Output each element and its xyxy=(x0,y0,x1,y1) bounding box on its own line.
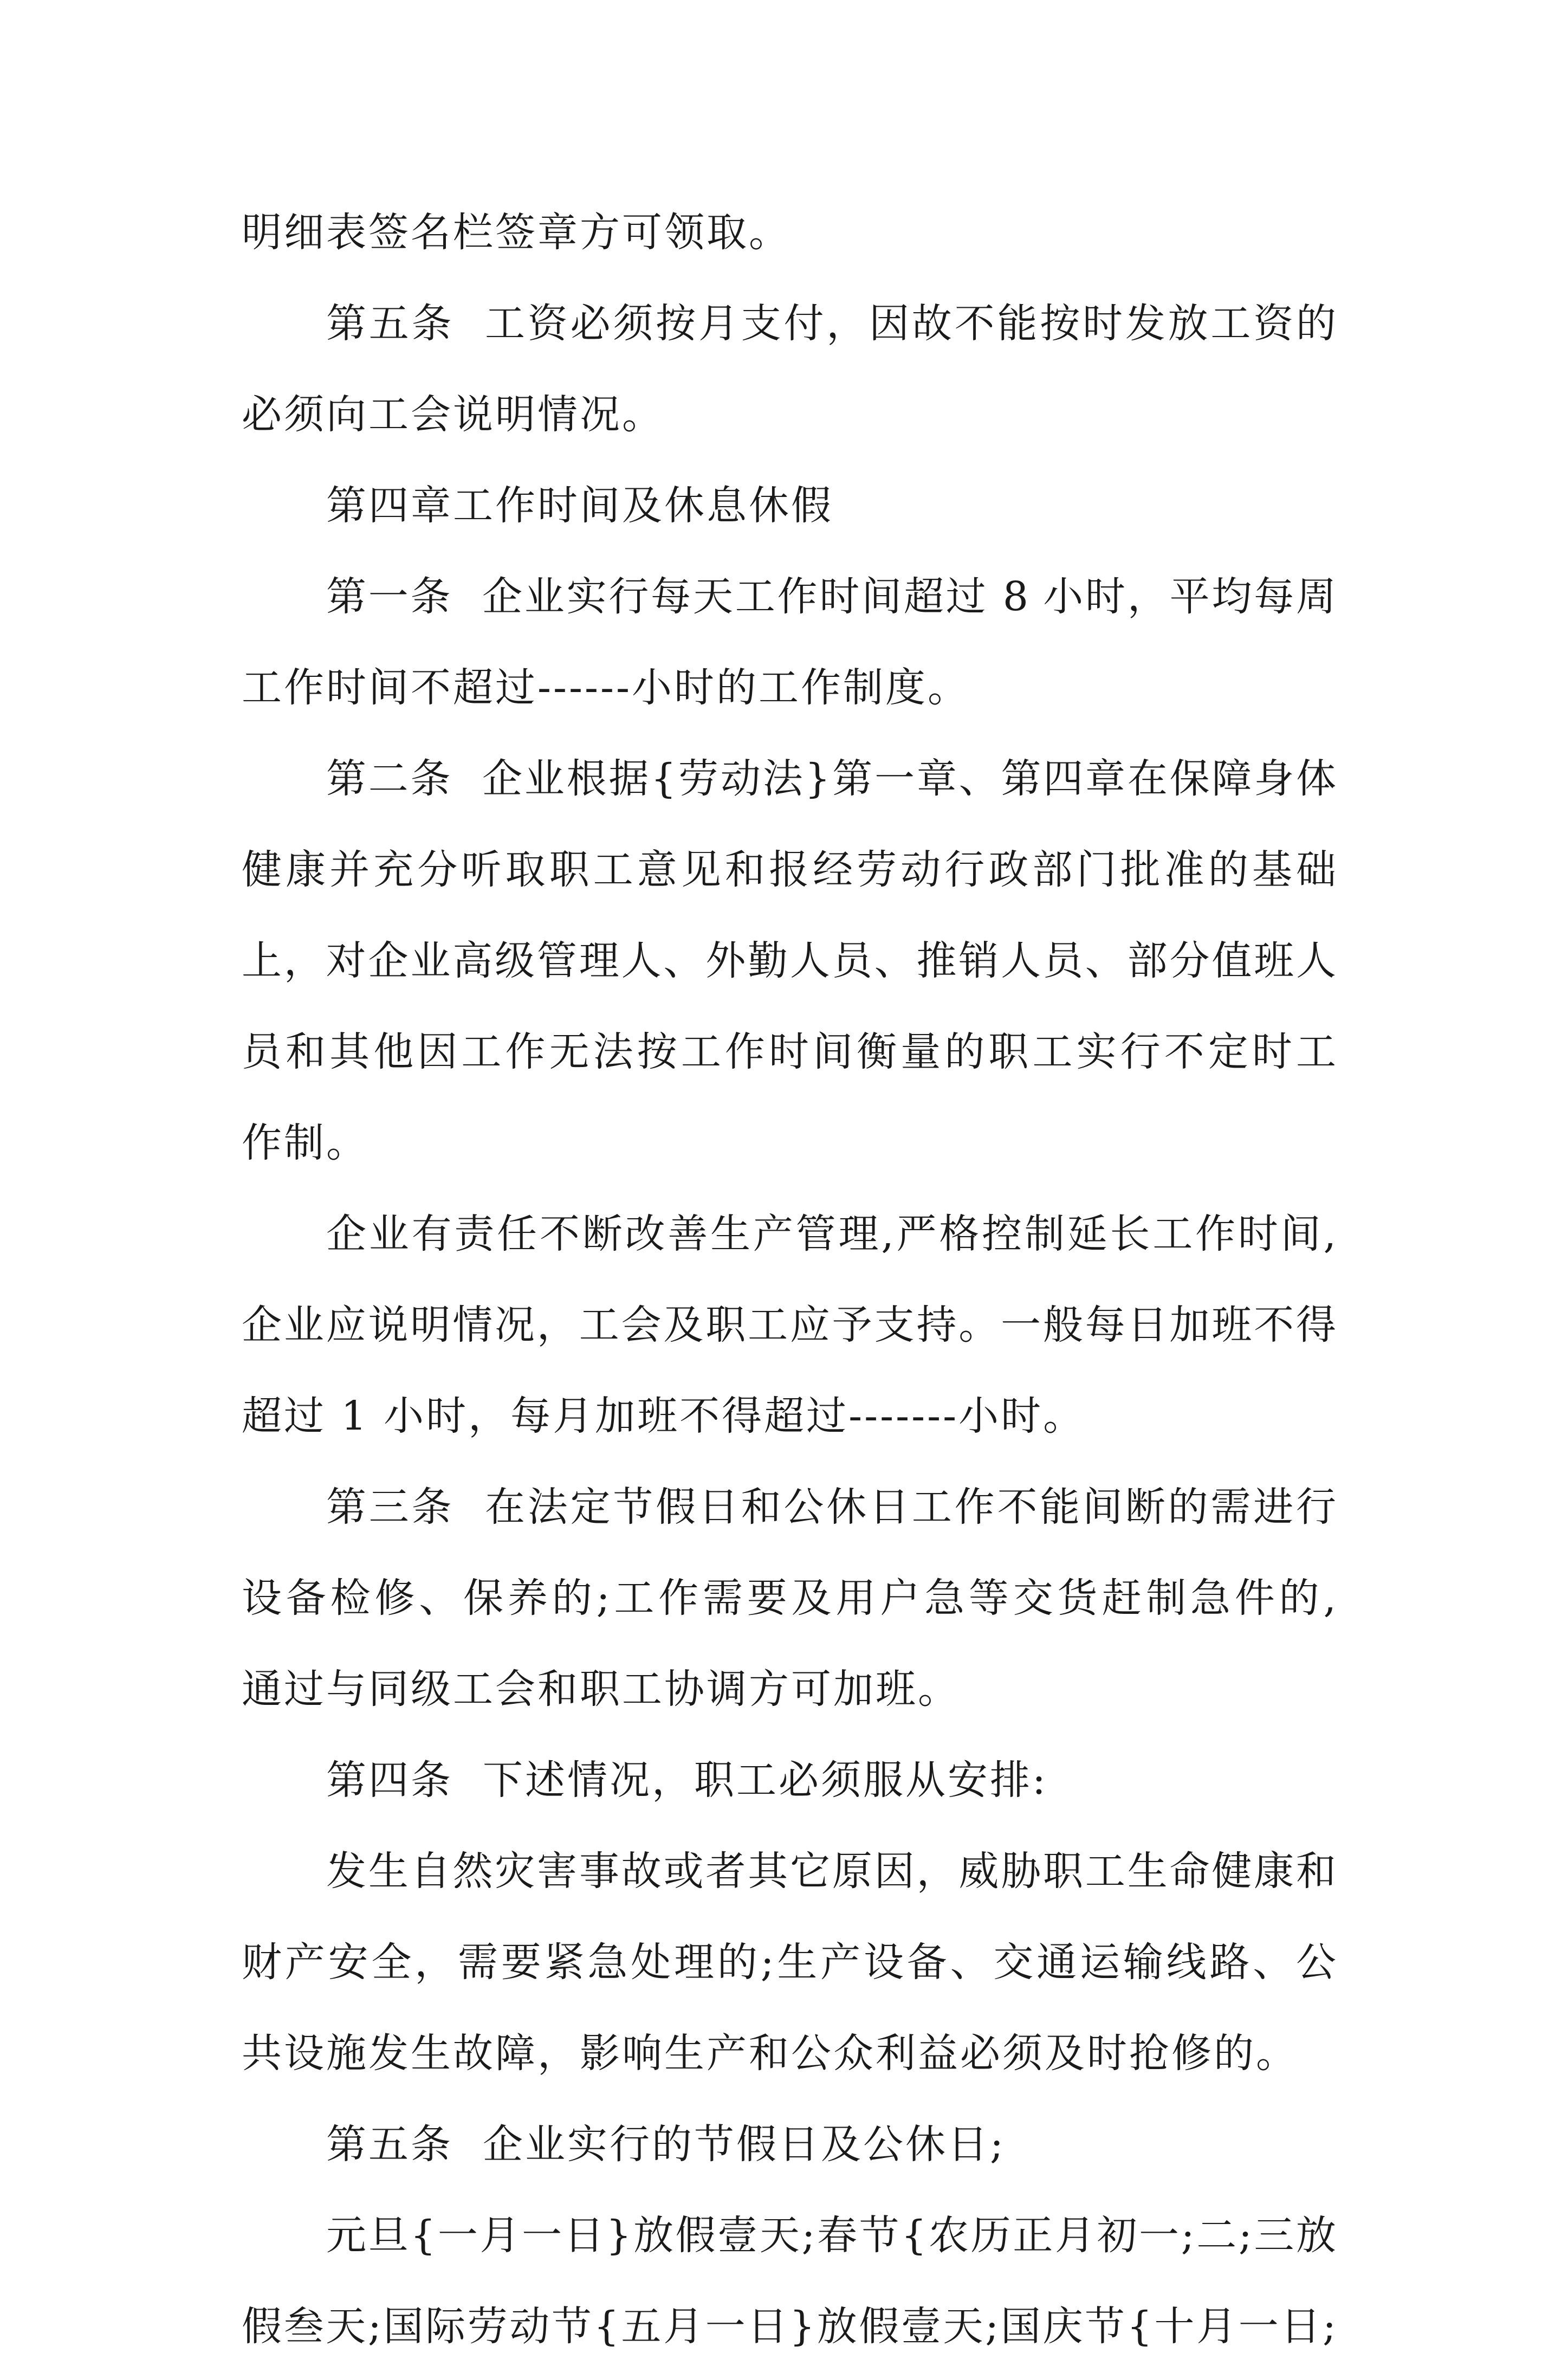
text-line: 第一条 企业实行每天工作时间超过 8 小时，平均每周 xyxy=(326,573,1336,620)
text-line: 企业有责任不断改善生产管理,严格控制延长工作时间, xyxy=(326,1211,1336,1257)
text-line: 第五条 工资必须按月支付，因故不能按时发放工资的 xyxy=(326,300,1336,347)
text-line: 第二条 企业根据{劳动法}第一章、第四章在保障身体 xyxy=(326,755,1336,802)
chapter-heading: 第四章工作时间及休息休假 xyxy=(326,482,833,529)
text-line: 健康并充分听取职工意见和报经劳动行政部门批准的基础 xyxy=(242,846,1336,893)
text-line: 必须向工会说明情况。 xyxy=(242,391,664,438)
text-line: 第四条 下述情况，职工必须服从安排: xyxy=(326,1757,1048,1804)
text-line: 作制。 xyxy=(242,1120,368,1166)
text-line: 明细表签名栏签章方可领取。 xyxy=(242,209,791,256)
text-line: 设备检修、保养的;工作需要及用户急等交货赶制急件的, xyxy=(242,1575,1336,1621)
text-line: 财产安全，需要紧急处理的;生产设备、交通运输线路、公 xyxy=(242,1939,1336,1986)
text-line: 员和其他因工作无法按工作时间衡量的职工实行不定时工 xyxy=(242,1029,1336,1075)
document-body xyxy=(242,187,1336,2372)
text-line: 通过与同级工会和职工协调方可加班。 xyxy=(242,1666,960,1712)
text-line: 第三条 在法定节假日和公休日工作不能间断的需进行 xyxy=(326,1484,1336,1530)
text-line: 企业应说明情况，工会及职工应予支持。一般每日加班不得 xyxy=(242,1302,1336,1348)
text-line: 超过 1 小时，每月加班不得超过-------小时。 xyxy=(242,1393,1086,1439)
text-line: 第五条 企业实行的节假日及公休日; xyxy=(326,2121,1006,2168)
text-line: 假叁天;国际劳动节{五月一日}放假壹天;国庆节{十月一日; xyxy=(242,2303,1336,2350)
text-line: 发生自然灾害事故或者其它原因，威胁职工生命健康和 xyxy=(326,1848,1336,1895)
text-line: 工作时间不超过------小时的工作制度。 xyxy=(242,664,970,711)
text-line: 共设施发生故障，影响生产和公众利益必须及时抢修的。 xyxy=(242,2030,1298,2077)
text-line: 元旦{一月一日}放假壹天;春节{农历正月初一;二;三放 xyxy=(326,2212,1336,2259)
text-line: 上，对企业高级管理人、外勤人员、推销人员、部分值班人 xyxy=(242,938,1336,984)
